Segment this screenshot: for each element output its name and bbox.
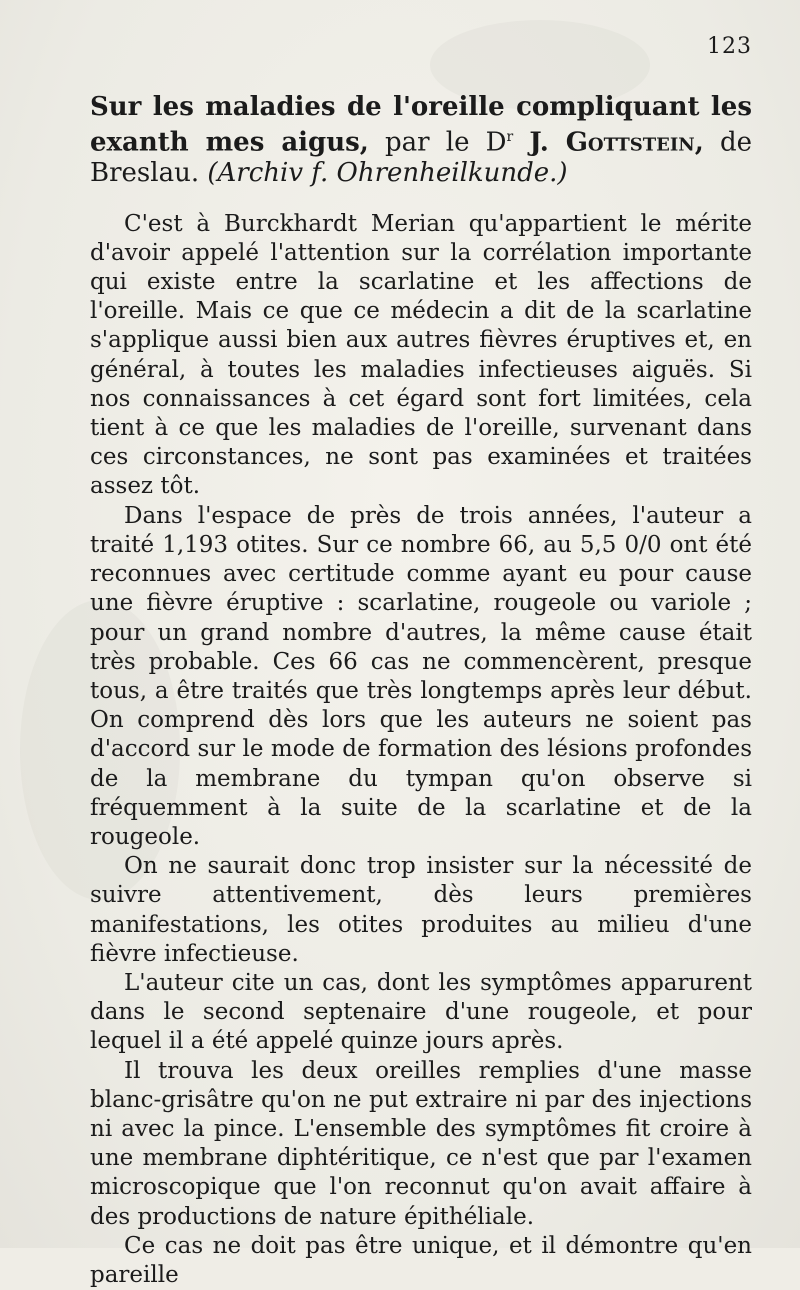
page-number: 123 (707, 34, 752, 59)
title-author: J. Gottstein, (529, 127, 704, 158)
title-place: de Breslau. (90, 127, 753, 188)
article-body (90, 92, 752, 1290)
paragraph: C'est à Burckhardt Merian qu'appartient le mérite d'avoir appelé l'attention sur la corrélation importante qui existe entre la scarlatine et les affections de l'oreille. Mais ce que ce médecin a dit de la scarlatine s'applique aussi bien aux autres fièvres éruptives et, en général, à toutes les maladies infectieuses aiguës. Si nos connaissances à cet égard sont fort limitées, cela tient à ce que les maladies de l'oreille, survenant dans ces circonstances, ne sont pas examinées et traitées assez tôt. (90, 210, 752, 500)
title-by-sup: r (506, 129, 514, 145)
title-source: (Archiv f. Ohrenheilkunde.) (207, 157, 568, 188)
article-title (90, 92, 752, 188)
title-by: par le D (385, 127, 507, 158)
paragraph: On ne saurait donc trop insister sur la nécessité de suivre attentivement, dès leurs premières manifestations, les otites produites au milieu d'une fièvre infectieuse. (90, 853, 752, 967)
paragraph: Dans l'espace de près de trois années, l'auteur a traité 1,193 otites. Sur ce nombre 66, au 5,5 0/0 ont été reconnues avec certitude comme ayant eu pour cause une fièvre éruptive : scarlatine, rougeole ou variole ; pour un grand nombre d'autres, la même cause était très probable. Ces 66 cas ne commencèrent, presque tous, a être traités que très longtemps après leur début. On comprend dès lors que les auteurs ne soient pas d'accord sur le mode de formation des lésions profondes de la membrane du tympan qu'on observe si fréquemment à la suite de la scarlatine et de la rougeole. (90, 502, 752, 850)
paragraph: L'auteur cite un cas, dont les symptômes apparurent dans le second septenaire d'une rougeole, et pour lequel il a été appelé quinze jours après. (90, 969, 752, 1055)
paragraph: Il trouva les deux oreilles remplies d'une masse blanc-grisâtre qu'on ne put extraire ni par des injections ni avec la pince. L'ensemble des symptômes fit croire à une membrane diphtéritique, ce n'est que par l'examen microscopique que l'on reconnut qu'on avait affaire à des productions de nature épithéliale. (90, 1057, 752, 1230)
title-main: Sur les maladies de l'oreille compliquant les exanth mes aigus, (90, 92, 752, 158)
paragraph: Ce cas ne doit pas être unique, et il démontre qu'en pareille (90, 1232, 752, 1288)
